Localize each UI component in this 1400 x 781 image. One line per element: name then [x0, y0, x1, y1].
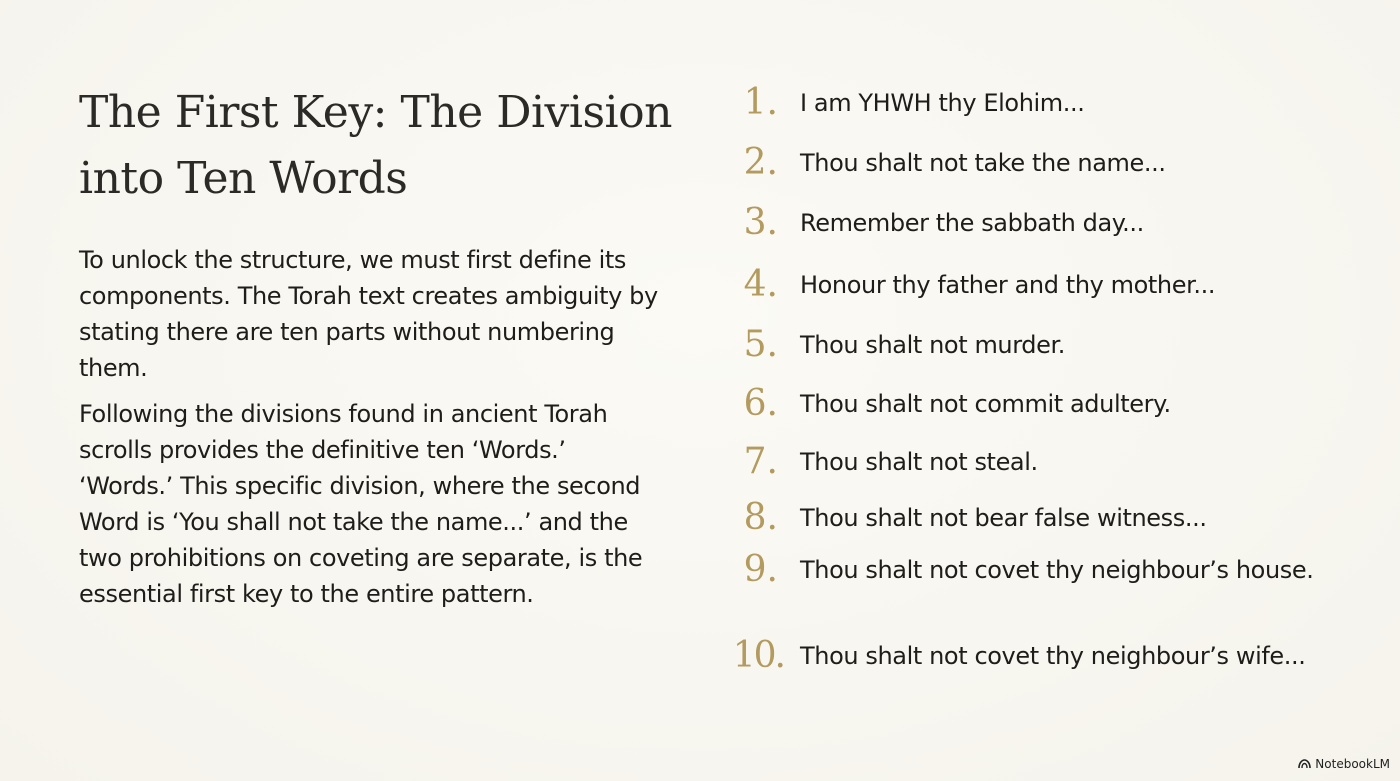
left-column	[79, 80, 689, 612]
list-item	[728, 78, 1368, 138]
item-number: 1.	[743, 82, 778, 123]
slide-title: The First Key: The Division into Ten Words	[79, 87, 672, 204]
item-text: Thou shalt not murder.	[800, 331, 1065, 359]
ten-words-list	[728, 78, 1368, 711]
notebooklm-logo	[1298, 757, 1390, 771]
item-number: 3.	[743, 202, 778, 243]
notebooklm-icon	[1298, 759, 1311, 769]
item-number: 6.	[743, 383, 778, 424]
list-item	[728, 260, 1368, 320]
item-number: 5.	[743, 324, 778, 365]
item-number: 8.	[743, 497, 778, 538]
item-number: 2.	[743, 142, 778, 183]
list-item	[728, 493, 1368, 545]
item-text: Thou shalt not commit adultery.	[800, 390, 1171, 418]
item-text: Thou shalt not covet thy neighbour’s house.	[800, 556, 1314, 584]
divisions-paragraph: Following the divisions found in ancient Torah scrolls provides the definitive ten ‘Words.’	[79, 400, 608, 464]
item-text: Thou shalt not covet thy neighbour’s wife...	[800, 642, 1306, 670]
logo-text: NotebookLM	[1315, 757, 1390, 771]
item-number: 7.	[743, 441, 778, 482]
item-text: Honour thy father and thy mother...	[800, 271, 1216, 299]
item-text: Remember the sabbath day...	[800, 209, 1144, 237]
item-text: Thou shalt not take the name...	[800, 149, 1166, 177]
item-number: 4.	[743, 264, 778, 305]
list-item	[728, 631, 1368, 711]
item-text: Thou shalt not steal.	[800, 448, 1038, 476]
list-item	[728, 379, 1368, 437]
item-number: 10.	[732, 635, 784, 676]
key-paragraph: ‘Words.’ This specific division, where the second Word is ‘You shall not take the name...’ and the two prohibitions on coveting are separate, is the essential first key to the entire pattern.	[79, 472, 643, 608]
list-item	[728, 545, 1368, 631]
item-number: 9.	[743, 549, 778, 590]
item-text: I am YHWH thy Elohim...	[800, 89, 1085, 117]
item-text: Thou shalt not bear false witness...	[800, 504, 1207, 532]
list-item	[728, 437, 1368, 493]
list-item	[728, 320, 1368, 379]
intro-paragraph: To unlock the structure, we must first define its components. The Torah text creates ambiguity by stating there are ten parts without numbering them.	[79, 246, 658, 382]
list-item	[728, 138, 1368, 198]
list-item	[728, 198, 1368, 260]
